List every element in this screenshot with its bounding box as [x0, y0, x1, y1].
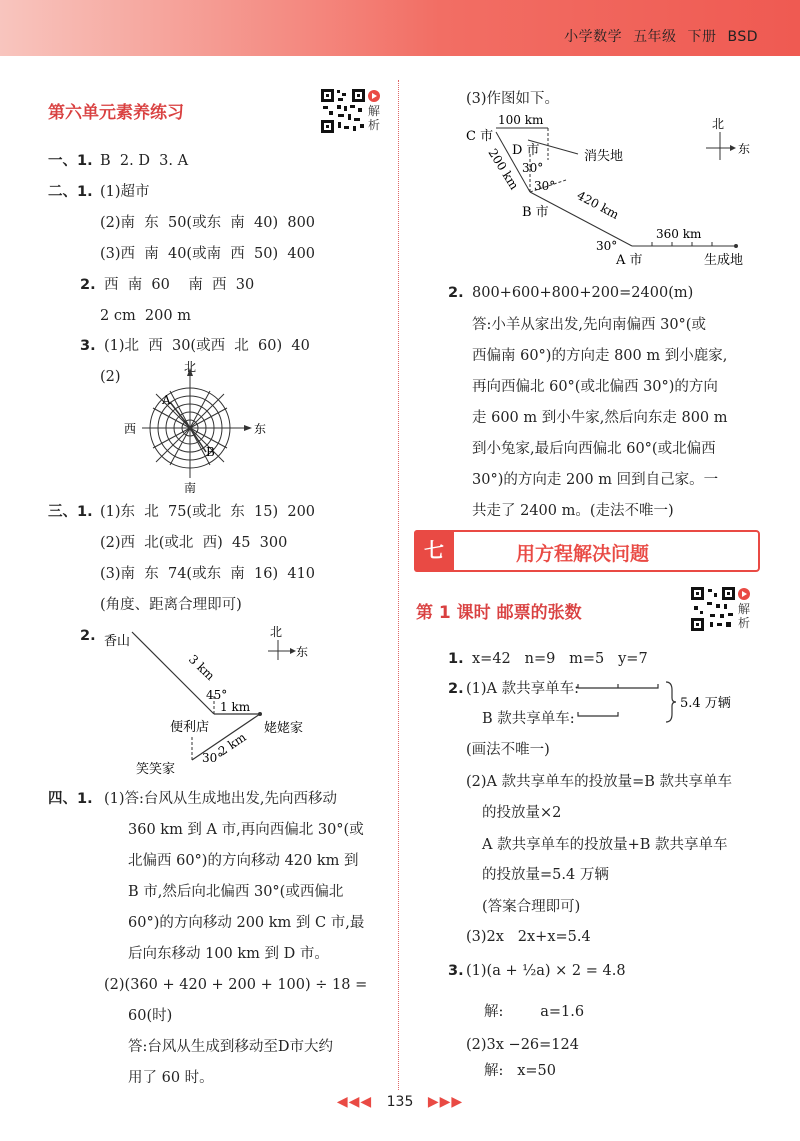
answer-line: (画法不唯一): [466, 742, 550, 758]
answer-line: (答案合理即可): [482, 899, 581, 915]
answer-line: 答:小羊从家出发,先向南偏西 30°(或: [472, 317, 706, 333]
map3-north: 北: [712, 117, 725, 131]
answer-line: (1)超市: [100, 184, 150, 200]
header-volume: 下册: [687, 29, 717, 45]
typhoon-route-map: [466, 114, 766, 272]
answer-line: B 2. D 3. A: [100, 153, 189, 169]
unit-banner: [414, 530, 760, 572]
map2-store: 便利店: [170, 720, 210, 735]
compass-rose-diagram: [118, 360, 278, 495]
answer-line: 2 cm 200 m: [100, 308, 191, 324]
page-footer: [0, 1094, 800, 1110]
map3-dist-200: 200 km: [485, 146, 522, 193]
rose-west: 西: [124, 422, 137, 436]
answer-line: (2)西 北(或北 西) 45 300: [100, 535, 288, 551]
map3-city-a: A 市: [616, 253, 643, 268]
answer-line: 60°)的方向移动 200 km 到 C 市,最: [128, 915, 365, 931]
compass-rings: [142, 372, 244, 478]
answer-line: (3)西 南 40(或南 西 50) 400: [100, 246, 316, 262]
play-icon-2: [738, 588, 750, 600]
answer-line: 30°)的方向走 200 m 回到自己家。一: [472, 472, 719, 488]
map3-angle-30b: 30°: [534, 179, 556, 193]
answer-line: 解: a=1.6: [484, 1004, 585, 1020]
unit-title: 用方程解决问题: [516, 543, 650, 565]
answer-line: (3)2x 2x+x=5.4: [466, 929, 591, 945]
question-number: 2.: [448, 285, 464, 301]
rose-east: 东: [254, 422, 267, 436]
answer-line: 的投放量×2: [482, 805, 562, 821]
map2-grandma: 姥姥家: [264, 721, 304, 736]
play-icon: [368, 90, 380, 102]
header-text: [564, 26, 758, 46]
map3-city-d: D 市: [512, 143, 540, 158]
answer-line: 北偏西 60°)的方向移动 420 km 到: [128, 853, 359, 869]
lesson-title: 第 1 课时 邮票的张数: [416, 603, 582, 623]
question-number: 四、1.: [48, 791, 93, 807]
map3-city-c: C 市: [466, 129, 494, 144]
map2-dist-1km: 1 km: [220, 700, 251, 714]
qr-label-2: 解析: [738, 602, 751, 630]
route-map-diagram: [96, 618, 336, 783]
answer-line: x=42 n=9 m=5 y=7: [472, 651, 648, 667]
answer-line: (1)A 款共享单车:: [466, 681, 580, 697]
question-number: 2.: [80, 628, 96, 644]
rose-point-b: B: [206, 445, 215, 459]
map3-origin: 生成地: [704, 253, 744, 268]
answer-line: (角度、距离合理即可): [100, 597, 242, 613]
unit-number: 七: [414, 530, 454, 572]
map2-xiaoxiao: 笑笑家: [136, 762, 176, 777]
question-number: 3.: [80, 338, 96, 354]
page-number: 135: [386, 1094, 414, 1110]
answer-line: 60(时): [128, 1008, 173, 1024]
answer-line: (3)南 东 74(或东 南 16) 410: [100, 566, 316, 582]
prev-page-arrows[interactable]: ◀◀◀: [336, 1094, 373, 1110]
header-grade: 五年级: [633, 29, 677, 45]
answer-line: 到小兔家,最后向西偏北 60°(或北偏西: [472, 441, 716, 457]
qr-code-icon[interactable]: [320, 88, 366, 134]
brace-label: 5.4 万辆: [680, 696, 731, 711]
rose-north: 北: [184, 360, 197, 374]
map2-dist-2km: 2 km: [215, 730, 249, 759]
question-number: 二、1.: [48, 184, 93, 200]
answer-line: B 款共享单车:: [482, 711, 575, 727]
answer-line: 用了 60 时。: [128, 1070, 214, 1086]
answer-line: 共走了 2400 m。(走法不唯一): [472, 503, 674, 519]
question-number: 2.: [448, 681, 464, 697]
rose-south: 南: [184, 481, 197, 495]
map3-vanish: 消失地: [584, 149, 624, 164]
map2-xiangshan: 香山: [104, 634, 131, 649]
page-header: [0, 0, 800, 56]
map2-east: 东: [296, 645, 309, 659]
map2-angle-30: 30°: [202, 751, 224, 765]
question-number: 3.: [448, 963, 464, 979]
answer-line: (1)答:台风从生成地出发,先向西移动: [104, 791, 338, 807]
qr-label: 解析: [368, 104, 381, 132]
section-title: 第六单元素养练习: [48, 103, 184, 123]
map3-dist-100: 100 km: [498, 114, 544, 127]
answer-line: (1)东 北 75(或北 东 15) 200: [100, 504, 316, 520]
question-number: 1.: [448, 651, 464, 667]
answer-line: 再向西偏北 60°(或北偏西 30°)的方向: [472, 379, 718, 395]
map2-north: 北: [270, 625, 283, 639]
answer-line: 360 km 到 A 市,再向西偏北 30°(或: [128, 822, 364, 838]
answer-line: (2)南 东 50(或东 南 40) 800: [100, 215, 316, 231]
column-divider: [398, 80, 399, 1090]
answer-line: (3)作图如下。: [466, 91, 560, 107]
next-page-arrows[interactable]: ▶▶▶: [427, 1094, 464, 1110]
answer-line: (2): [100, 369, 121, 385]
answer-line: 后向东移动 100 km 到 D 市。: [128, 946, 329, 962]
map3-angle-30c: 30°: [596, 239, 618, 253]
header-edition: BSD: [727, 29, 758, 45]
bike-bar-diagram: [574, 678, 774, 728]
map3-city-b: B 市: [522, 205, 549, 220]
answer-line: 的投放量=5.4 万辆: [482, 867, 609, 883]
map3-east: 东: [738, 142, 751, 156]
question-number: 三、1.: [48, 504, 93, 520]
answer-line: (2)A 款共享单车的投放量=B 款共享单车: [466, 774, 733, 790]
header-subject: 小学数学: [564, 29, 623, 45]
map2-dist-3km: 3 km: [185, 652, 218, 684]
answer-line: A 款共享单车的投放量+B 款共享单车: [482, 837, 728, 853]
answer-line: (1)北 西 30(或西 北 60) 40: [104, 338, 310, 354]
question-number: 2.: [80, 277, 96, 293]
answer-line: 解: x=50: [484, 1063, 556, 1079]
answer-line: 走 600 m 到小牛家,然后向东走 800 m: [472, 410, 728, 426]
map3-angle-30a: 30°: [522, 161, 544, 175]
rose-point-a: A: [162, 393, 171, 407]
answer-line: 西 南 60 南 西 30: [104, 277, 255, 293]
answer-line: 答:台风从生成到移动至D市大约: [128, 1039, 334, 1055]
qr-code-icon-2[interactable]: [690, 586, 736, 632]
answer-line: (1)(a + ½a) × 2 = 4.8: [466, 963, 626, 979]
map2-angle-45: 45°: [206, 688, 228, 702]
answer-line: (2)(360 + 420 + 200 + 100) ÷ 18 =: [104, 977, 368, 993]
answer-line: 西偏南 60°)的方向走 800 m 到小鹿家,: [472, 348, 728, 364]
answer-line: B 市,然后向北偏西 30°(或西偏北: [128, 884, 344, 900]
answer-line: (2)3x −26=124: [466, 1037, 579, 1053]
answer-line: 800+600+800+200=2400(m): [472, 285, 694, 301]
map3-dist-360: 360 km: [656, 227, 702, 241]
question-number: 一、1.: [48, 153, 93, 169]
map3-dist-420: 420 km: [574, 188, 622, 222]
